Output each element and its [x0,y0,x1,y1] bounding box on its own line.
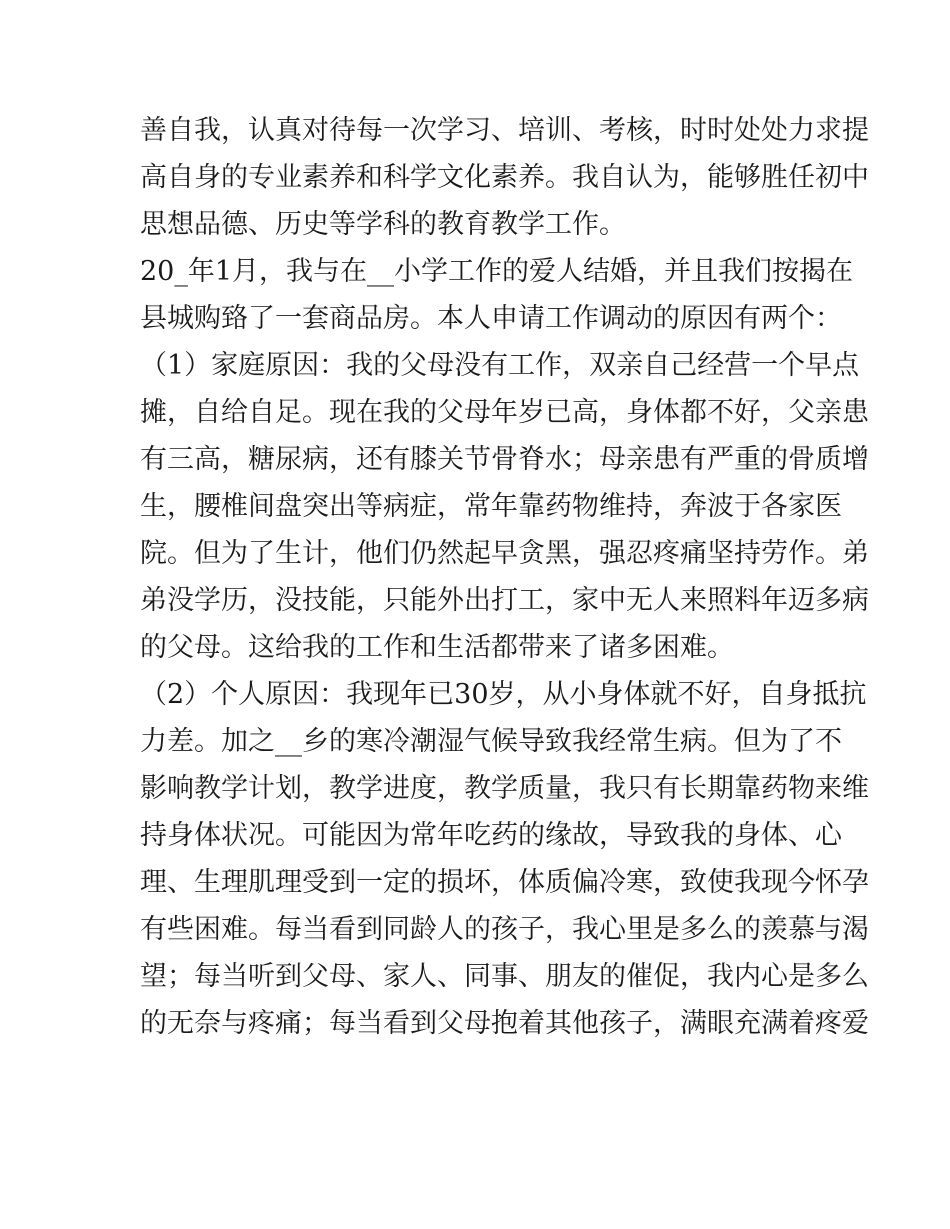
text-line: 弟没学历，没技能，只能外出打工，家中无人来照料年迈多病 [140,585,869,616]
text-line: 善自我，认真对待每一次学习、培训、考核，时时处处力求提 [140,115,869,146]
text-line: 院。但为了生计，他们仍然起早贪黑，强忍疼痛坚持劳作。弟 [140,538,869,569]
text-line: 高自身的专业素养和科学文化素养。我自认为，能够胜任初中 [140,162,869,193]
text-line: 力差。加之__乡的寒冷潮湿气候导致我经常生病。但为了不 [140,726,842,757]
text-line: （2）个人原因：我现年已30岁，从小身体就不好，自身抵抗 [140,679,867,710]
text-line: 的父母。这给我的工作和生活都带来了诸多困难。 [140,632,734,663]
text-line: （1）家庭原因：我的父母没有工作，双亲自己经营一个早点 [140,350,860,381]
text-line: 思想品德、历史等学科的教育教学工作。 [140,209,626,240]
text-line: 持身体状况。可能因为常年吃药的缘故，导致我的身体、心 [140,820,842,851]
text-line: 20_年1月，我与在__小学工作的爱人结婚，并且我们按揭在 [140,256,854,287]
text-line: 摊，自给自足。现在我的父母年岁已高，身体都不好，父亲患 [140,397,869,428]
text-line: 影响教学计划，教学进度，教学质量，我只有长期靠药物来维 [140,773,869,804]
text-line: 县城购臵了一套商品房。本人申请工作调动的原因有两个： [140,303,842,334]
document-body [140,107,869,1047]
text-line: 有三高，糖尿病，还有膝关节骨脊水；母亲患有严重的骨质增 [140,444,869,475]
text-line: 生，腰椎间盘突出等病症，常年靠药物维持，奔波于各家医 [140,491,842,522]
text-line: 理、生理肌理受到一定的损坏，体质偏冷寒，致使我现今怀孕 [140,867,869,898]
text-line: 望；每当听到父母、家人、同事、朋友的催促，我内心是多么 [140,961,869,992]
text-line: 有些困难。每当看到同龄人的孩子，我心里是多么的羡慕与渴 [140,914,869,945]
text-line: 的无奈与疼痛；每当看到父母抱着其他孩子，满眼充满着疼爱 [140,1008,869,1039]
